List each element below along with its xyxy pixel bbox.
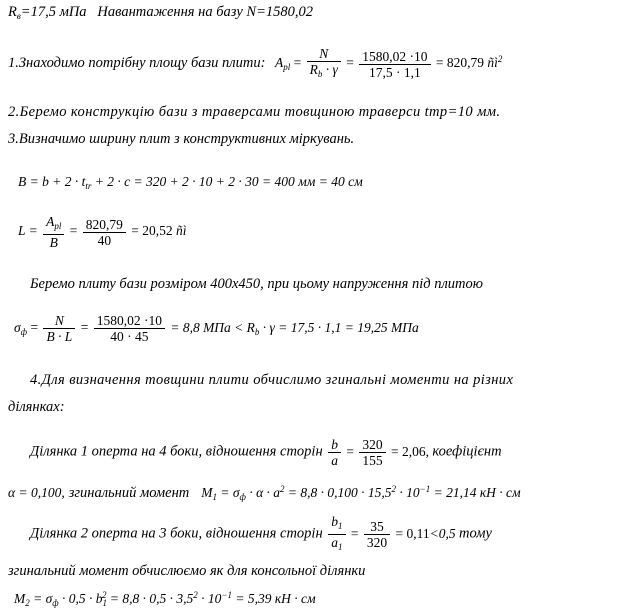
plate-paragraph: Беремо плиту бази розміром 400х450, при цьому напруження під плитою: [30, 276, 483, 292]
load-text: Навантаження на базу N=1580,02: [97, 4, 313, 20]
section1-ratio: $\frac{b}{a}$ = $\frac{320}{155}$ = 2,06,: [326, 444, 432, 459]
moment1-text: згинальний момент: [68, 485, 190, 501]
stress-fraction-numeric: $\frac{1580,02 \cdot 10}{40 \cdot 45}$: [94, 313, 165, 344]
stress-formula: $\sigma_ф$ = $\frac{N}{B \cdot L}$ = $\frac{1580,02 \cdot 10}{40 \cdot 45}$ = 8,8 МПа < $R_b \cdot \gamma = 17,5 \cdot 1,1 = 19,25$ МПа: [14, 313, 419, 344]
section1-line: [30, 437, 502, 468]
section1-text: Ділянка 1 оперта на 4 боки, відношення сторін: [30, 443, 323, 460]
cantilever-line: згинальний момент обчислюємо як для консольної ділянки: [8, 563, 366, 579]
area-result: = 820,79: [435, 55, 484, 71]
length-formula: L = $\frac{A_{pl}}{B}$ = $\frac{820,79}{40}$ = 20,52 ñì: [18, 214, 187, 250]
step1-line: [8, 46, 502, 82]
area-unit: $ñì^2$: [487, 54, 503, 71]
step1-text: 1.Знаходимо потрібну площу бази плити:: [8, 55, 266, 72]
area-den: $R_b \cdot \gamma$: [309, 62, 338, 79]
area-lhs-sub: pl: [283, 62, 291, 73]
area-num-value: 1580,02 ·10: [359, 49, 430, 65]
stress-result: = 8,8 МПа < $R_b \cdot \gamma = 17,5 \cdot 1,1 = 19,25$ МПа: [170, 319, 419, 337]
section1-tail: коефіцієнт: [432, 443, 502, 460]
length-lhs: L =: [18, 223, 38, 239]
area-formula: $A_{pl}$ = $\frac{N}{R_b \cdot \gamma}$ = $\frac{1580,02 \cdot 10}{17,5 \cdot 1,1}$ = 820,79 $ñì^2$: [275, 55, 502, 70]
length-unit: ñì: [176, 223, 187, 239]
section2-ratio: $\frac{b_1}{a_1}$ = $\frac{35}{320}$ = 0,11<0,5: [326, 526, 459, 541]
length-fraction-numeric: $\frac{820,79}{40}$: [83, 217, 126, 248]
area-num: N: [307, 46, 341, 62]
stress-lhs: $\sigma_ф$: [14, 319, 28, 337]
area-den-value: 17,5 · 1,1: [369, 64, 421, 80]
rb-value: =17,5 мПа: [20, 4, 87, 20]
moment1-formula: $M_1 = \sigma_ф \cdot \alpha \cdot a^2 = 8,8 \cdot 0,100 \cdot 15,5^2 \cdot 10^{-1} = 21,14$ кН · см: [201, 484, 521, 502]
area-fraction-numeric: [359, 49, 430, 80]
step3-line: 3.Визначимо ширину плит з конструктивних міркувань.: [8, 131, 355, 147]
area-lhs: A: [275, 55, 284, 71]
step4-line1: 4.Для визначення товщини плити обчислимо згинальні моменти на різних: [30, 372, 514, 388]
section2-text: Ділянка 2 оперта на 3 боки, відношення сторін: [30, 525, 323, 542]
length-fraction-symbolic: $\frac{A_{pl}}{B}$: [43, 214, 64, 250]
section2-tail: тому: [459, 525, 492, 542]
header-line: [8, 4, 313, 21]
rb-symbol: R: [8, 4, 17, 20]
section2-line: [30, 514, 492, 555]
length-result: = 20,52: [131, 223, 173, 239]
width-formula: $B = b + 2 \cdot t_{tr} + 2 \cdot c = 320 + 2 \cdot 10 + 2 \cdot 30 = 400$ мм = 40 см: [18, 174, 363, 191]
moment1-line: [8, 484, 521, 502]
step2-line: 2.Беремо конструкцію бази з траверсами товщиною траверси tтр=10 мм.: [8, 104, 501, 120]
rb-subscript: в: [16, 11, 21, 21]
area-fraction-symbolic: [307, 46, 341, 82]
step4-line2: ділянках:: [8, 399, 65, 415]
moment2-formula: $M_2 = \sigma_ф \cdot 0,5 \cdot b_1^2 = 8,8 \cdot 0,5 \cdot 3,5^2 \cdot 10^{-1} = 5,39$ кН · см: [14, 590, 316, 608]
alpha-value: α = 0,100,: [8, 485, 65, 500]
stress-fraction-symbolic: $\frac{N}{B \cdot L}$: [43, 313, 75, 344]
